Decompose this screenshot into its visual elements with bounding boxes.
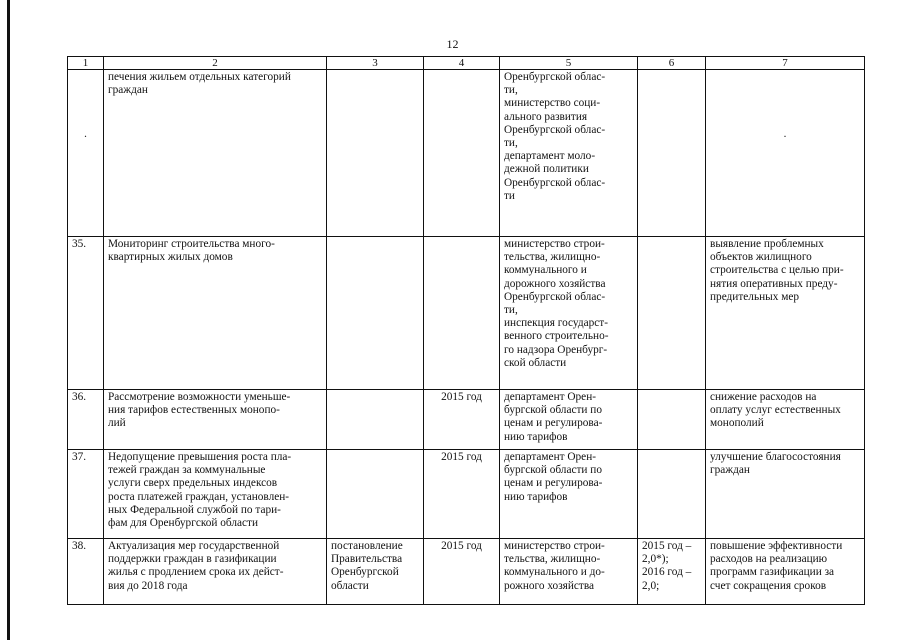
cell-text-line: венного строительно- bbox=[504, 330, 609, 343]
column-number: 2 bbox=[104, 57, 327, 70]
financing-cell bbox=[638, 450, 706, 539]
cell-text-line: улучшение благосостояния bbox=[710, 451, 841, 463]
cell-text-line: Оренбургской облас- bbox=[504, 123, 606, 136]
measure-title-cell bbox=[104, 70, 327, 237]
cell-text-line: рожного хозяйства bbox=[504, 579, 595, 592]
deadline-cell: 2015 год bbox=[424, 450, 500, 539]
cell-text-line: тежей граждан за коммунальные bbox=[108, 464, 266, 477]
cell-text-line: министерство строи- bbox=[504, 540, 605, 552]
cell-text-line: роста платежей граждан, установлен- bbox=[108, 490, 290, 503]
cell-text-line: вия до 2018 года bbox=[108, 579, 188, 592]
cell-text-line: 2,0; bbox=[642, 579, 660, 592]
row-number-cell bbox=[68, 70, 104, 237]
cell-text-line: министерство строи- bbox=[504, 238, 605, 250]
cell-text-line: Правительства bbox=[331, 553, 403, 566]
expected-result-cell bbox=[706, 539, 865, 605]
cell-text-line: 2,0*); bbox=[642, 553, 669, 566]
table-row bbox=[68, 70, 865, 237]
cell-text-line: бургской области по bbox=[504, 404, 602, 417]
cell-text-line: дежной политики bbox=[504, 163, 589, 176]
cell-text-line: Недопущение превышения роста пла- bbox=[108, 451, 292, 463]
measure-title-cell bbox=[104, 539, 327, 605]
scan-mark: · bbox=[83, 131, 88, 143]
cell-text-line: снижение расходов на bbox=[710, 391, 817, 403]
cell-text-line: Оренбургской облас- bbox=[504, 71, 606, 83]
cell-text-line: выявление проблемных bbox=[710, 238, 824, 250]
column-number: 7 bbox=[706, 57, 865, 70]
executor-cell bbox=[500, 237, 638, 390]
cell-text-line: министерство соци- bbox=[504, 97, 601, 110]
cell-text-line: Оренбургской bbox=[331, 566, 399, 579]
cell-text-line: нятия оперативных преду- bbox=[710, 277, 838, 290]
deadline-cell: 2015 год bbox=[424, 390, 500, 450]
cell-text-line: ти, bbox=[504, 84, 518, 97]
cell-text-line: ской области bbox=[504, 356, 567, 369]
cell-text-line: коммунального и до- bbox=[504, 566, 605, 579]
cell-text-line: 2016 год – bbox=[642, 566, 692, 579]
cell-text-line: ти bbox=[504, 189, 515, 202]
expected-result-cell bbox=[706, 237, 865, 390]
column-number: 3 bbox=[327, 57, 424, 70]
column-number: 4 bbox=[424, 57, 500, 70]
financing-cell bbox=[638, 70, 706, 237]
cell-text-line: монополий bbox=[710, 417, 764, 430]
cell-text-line: коммунального и bbox=[504, 264, 587, 277]
executor-cell bbox=[500, 450, 638, 539]
column-number: 1 bbox=[68, 57, 104, 70]
cell-text-line: инспекция государст- bbox=[504, 317, 608, 330]
financing-cell bbox=[638, 237, 706, 390]
table-row bbox=[68, 539, 865, 605]
executor-cell bbox=[500, 539, 638, 605]
expected-result-cell bbox=[706, 70, 865, 237]
cell-text-line: дорожного хозяйства bbox=[504, 277, 606, 290]
legal-basis-cell bbox=[327, 390, 424, 450]
cell-text-line: услуги сверх предельных индексов bbox=[108, 477, 278, 490]
table-row bbox=[68, 450, 865, 539]
cell-text-line: Оренбургской облас- bbox=[504, 176, 606, 189]
measure-title-cell bbox=[104, 450, 327, 539]
cell-text-line: программ газификации за bbox=[710, 566, 835, 579]
column-number: 6 bbox=[638, 57, 706, 70]
measure-title-cell bbox=[104, 390, 327, 450]
row-number-cell: 35. bbox=[68, 237, 104, 390]
cell-text-line: квартирных жилых домов bbox=[108, 251, 233, 264]
cell-text-line: строительства с целью при- bbox=[710, 264, 844, 277]
scan-mark: · bbox=[783, 131, 787, 143]
cell-text-line: нию тарифов bbox=[504, 430, 568, 443]
cell-text-line: расходов на реализацию bbox=[710, 553, 828, 566]
cell-text-line: ти, bbox=[504, 137, 518, 150]
cell-text-line: ти, bbox=[504, 304, 518, 317]
table-row bbox=[68, 390, 865, 450]
executor-cell bbox=[500, 390, 638, 450]
expected-result-cell bbox=[706, 390, 865, 450]
deadline-cell: 2015 год bbox=[424, 539, 500, 605]
deadline-cell bbox=[424, 237, 500, 390]
column-number: 5 bbox=[500, 57, 638, 70]
cell-text-line: поддержки граждан в газификации bbox=[108, 553, 277, 566]
cell-text-line: ального развития bbox=[504, 110, 588, 123]
cell-text-line: департамент Орен- bbox=[504, 451, 597, 463]
cell-text-line: повышение эффективности bbox=[710, 540, 843, 552]
row-number-cell: 36. bbox=[68, 390, 104, 450]
row-number-cell: 38. bbox=[68, 539, 104, 605]
table-row bbox=[68, 237, 865, 390]
legal-basis-cell bbox=[327, 70, 424, 237]
expected-result-cell bbox=[706, 450, 865, 539]
financing-cell bbox=[638, 539, 706, 605]
cell-text-line: ния тарифов естественных монопо- bbox=[108, 404, 280, 417]
cell-text-line: департамент моло- bbox=[504, 150, 596, 163]
cell-text-line: ценам и регулирова- bbox=[504, 417, 603, 430]
page-edge-bar bbox=[7, 0, 10, 640]
cell-text-line: тельства, жилищно- bbox=[504, 553, 601, 566]
cell-text-line: Рассмотрение возможности уменьше- bbox=[108, 391, 291, 403]
column-numbers-row bbox=[68, 57, 865, 70]
cell-text-line: го надзора Оренбург- bbox=[504, 343, 608, 356]
cell-text-line: жилья с продлением срока их дейст- bbox=[108, 566, 284, 579]
measure-title-cell bbox=[104, 237, 327, 390]
legal-basis-cell bbox=[327, 450, 424, 539]
cell-text-line: Актуализация мер государственной bbox=[108, 540, 280, 552]
legal-basis-cell bbox=[327, 539, 424, 605]
cell-text-line: ных Федеральной службой по тари- bbox=[108, 503, 281, 516]
cell-text-line: области bbox=[331, 579, 369, 592]
cell-text-line: печения жильем отдельных категорий bbox=[108, 71, 291, 83]
page-number: 12 bbox=[446, 37, 459, 51]
measures-table bbox=[67, 56, 865, 605]
cell-text-line: оплату услуг естественных bbox=[710, 404, 841, 417]
cell-text-line: лий bbox=[108, 417, 126, 430]
cell-text-line: предительных мер bbox=[710, 290, 800, 303]
cell-text-line: Оренбургской облас- bbox=[504, 290, 606, 303]
cell-text-line: бургской области по bbox=[504, 464, 602, 477]
executor-cell bbox=[500, 70, 638, 237]
legal-basis-cell bbox=[327, 237, 424, 390]
row-number-cell: 37. bbox=[68, 450, 104, 539]
deadline-cell bbox=[424, 70, 500, 237]
cell-text-line: тельства, жилищно- bbox=[504, 251, 601, 264]
financing-cell bbox=[638, 390, 706, 450]
cell-text-line: счет сокращения сроков bbox=[710, 579, 827, 592]
cell-text-line: фам для Оренбургской области bbox=[108, 517, 259, 530]
cell-text-line: 2015 год – bbox=[642, 540, 692, 552]
cell-text-line: объектов жилищного bbox=[710, 251, 812, 264]
cell-text-line: граждан bbox=[710, 464, 750, 477]
cell-text-line: ценам и регулирова- bbox=[504, 477, 603, 490]
cell-text-line: Мониторинг строительства много- bbox=[108, 238, 275, 250]
cell-text-line: нию тарифов bbox=[504, 490, 568, 503]
cell-text-line: граждан bbox=[108, 84, 148, 97]
cell-text-line: департамент Орен- bbox=[504, 391, 597, 403]
cell-text-line: постановление bbox=[331, 540, 403, 552]
